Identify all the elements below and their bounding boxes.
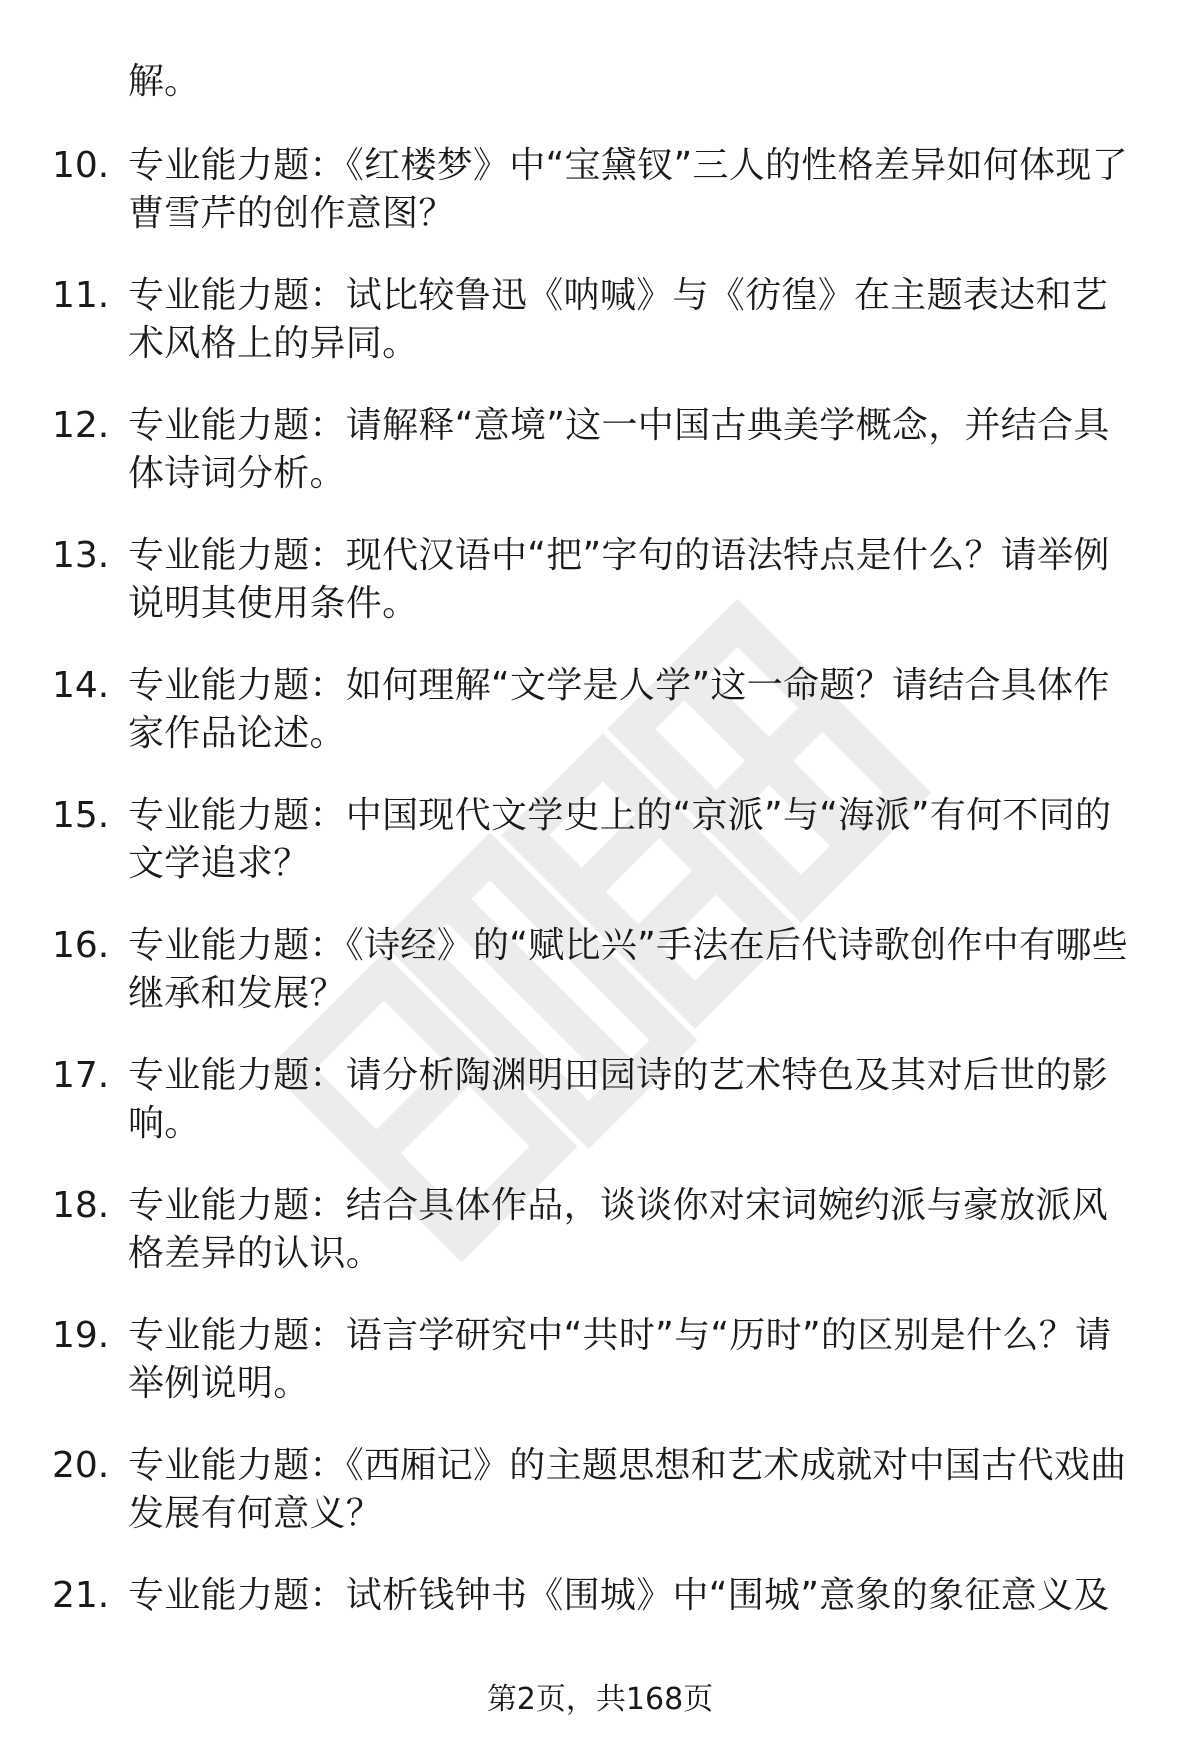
question-number: 17. [52, 1055, 110, 1096]
question-number: 21. [52, 1575, 110, 1616]
question-text: 专业能力题：结合具体作品，谈谈你对宋词婉约派与豪放派风格差异的认识。 [128, 1185, 1109, 1274]
question-number: 12. [52, 405, 110, 446]
page-footer: 第2页，共168页 [486, 1682, 714, 1717]
question-item [0, 922, 1200, 1052]
question-text: 专业能力题：试析钱钟书《围城》中“围城”意象的象征意义及 [128, 1575, 1110, 1616]
question-number: 19. [52, 1315, 110, 1356]
question-item [0, 532, 1200, 662]
question-number: 18. [52, 1185, 110, 1226]
question-text: 专业能力题：现代汉语中“把”字句的语法特点是什么？请举例说明其使用条件。 [128, 535, 1110, 624]
question-item [0, 1052, 1200, 1182]
question-number: 20. [52, 1445, 110, 1486]
question-number: 16. [52, 925, 110, 966]
question-list [0, 142, 1200, 1702]
question-text: 专业能力题：语言学研究中“共时”与“历时”的区别是什么？请举例说明。 [128, 1315, 1112, 1404]
question-number: 13. [52, 535, 110, 576]
question-item [0, 662, 1200, 792]
question-number: 14. [52, 665, 110, 706]
question-number: 11. [52, 275, 110, 316]
question-item [0, 402, 1200, 532]
question-number: 15. [52, 795, 110, 836]
question-item [0, 142, 1200, 272]
question-item [0, 1312, 1200, 1442]
question-text: 专业能力题：《诗经》的“赋比兴”手法在后代诗歌创作中有哪些继承和发展？ [128, 925, 1129, 1014]
question-text: 专业能力题：请分析陶渊明田园诗的艺术特色及其对后世的影响。 [128, 1055, 1109, 1144]
question-text: 专业能力题：请解释“意境”这一中国古典美学概念，并结合具体诗词分析。 [128, 405, 1110, 494]
question-item [0, 1442, 1200, 1572]
question-number: 10. [52, 145, 110, 186]
question-text: 专业能力题：如何理解“文学是人学”这一命题？请结合具体作家作品论述。 [128, 665, 1110, 754]
question-text: 专业能力题：《西厢记》的主题思想和艺术成就对中国古代戏曲发展有何意义？ [128, 1445, 1127, 1534]
continuation-text: 解。 [128, 61, 201, 102]
question-text: 专业能力题：中国现代文学史上的“京派”与“海派”有何不同的文学追求？ [128, 795, 1112, 884]
question-text: 专业能力题：试比较鲁迅《呐喊》与《彷徨》在主题表达和艺术风格上的异同。 [128, 275, 1109, 364]
question-item [0, 792, 1200, 922]
question-item [0, 272, 1200, 402]
question-item [0, 1182, 1200, 1312]
question-text: 专业能力题：《红楼梦》中“宝黛钗”三人的性格差异如何体现了曹雪芹的创作意图？ [128, 145, 1129, 234]
